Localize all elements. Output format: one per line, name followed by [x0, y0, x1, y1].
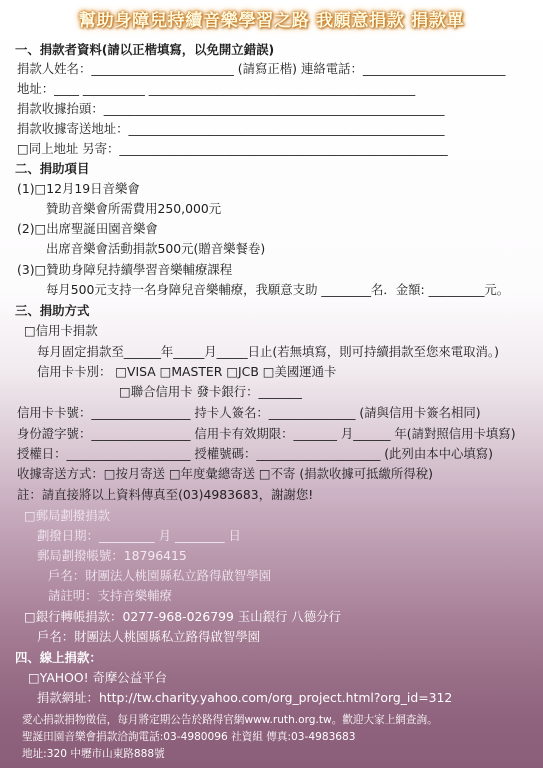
- postal-note: 請註明：支持音樂輔療: [48, 588, 172, 603]
- authorization-field[interactable]: 授權日：____________________ 授權號碼：____________________ (此列由本中心填寫): [17, 446, 493, 461]
- section-online-heading: 四、線上捐款：: [15, 650, 102, 665]
- fax-note: 註：請直接將以上資料傳真至(03)4983683，謝謝您!: [17, 487, 314, 502]
- postal-account-name: 戶名：財團法人桃園縣私立路得啟智學園: [48, 568, 272, 583]
- section-methods-heading: 三、捐助方式: [15, 303, 90, 318]
- card-number-signature-field[interactable]: 信用卡卡號：________________ 持卡人簽名：______________ (請與信用卡簽名相同): [17, 405, 481, 420]
- receipt-title-field[interactable]: 捐款收據抬頭：_______________________________________________________: [17, 101, 445, 116]
- receipt-address-field[interactable]: 捐款收據寄送地址：___________________________________________________: [17, 121, 445, 136]
- section-donor-info-heading: 一、捐款者資料(請以正楷填寫，以免開立錯誤): [15, 42, 275, 57]
- page-title: 幫助身障兒持續音樂學習之路 我願意捐款 捐款單: [78, 11, 465, 31]
- yahoo-platform-checkbox[interactable]: □YAHOO! 奇摩公益平台: [28, 670, 167, 685]
- footer-address: 地址:320 中壢市山東路888號: [22, 748, 165, 760]
- item-1-checkbox[interactable]: (1)□12月19日音樂會: [17, 181, 140, 196]
- card-end-date-field[interactable]: 每月固定捐款至______年_____月_____日止(若無填寫，則可持續捐款至您來電取消。): [37, 344, 499, 359]
- postal-date-field[interactable]: 劃撥日期：_________ 月 ________ 日: [37, 528, 241, 543]
- bank-transfer-checkbox[interactable]: □銀行轉帳捐款：0277-968-026799 玉山銀行 八德分行: [24, 609, 341, 624]
- section-items-heading: 二、捐助項目: [15, 161, 90, 176]
- address-field[interactable]: 地址：____ __________ ___________________________________________: [17, 81, 416, 96]
- item-2-description: 出席音樂會活動捐款500元(贈音樂餐卷): [46, 241, 266, 256]
- item-1-description: 贊助音樂會所需費用250,000元: [46, 201, 222, 216]
- item-2-checkbox[interactable]: (2)□出席聖誕田園音樂會: [17, 221, 158, 236]
- union-card-bank-field[interactable]: □聯合信用卡 發卡銀行：_______: [119, 384, 302, 399]
- donation-url-link[interactable]: 捐款網址：http://tw.charity.yahoo.com/org_project.html?org_id=312: [37, 690, 453, 705]
- same-address-checkbox[interactable]: □同上地址 另寄：_____________________________________________________: [17, 141, 448, 156]
- card-type-options[interactable]: 信用卡卡別： □VISA □MASTER □JCB □美國運通卡: [37, 364, 337, 379]
- id-expiry-field[interactable]: 身份證字號：________________ 信用卡有效期限：_______ 月______ 年(請對照信用卡填寫): [17, 426, 516, 441]
- item-3-checkbox[interactable]: (3)□贊助身障兒持續學習音樂輔療課程: [17, 262, 233, 277]
- footer-notice: 愛心捐款捐物徵信，每月將定期公告於路得官網www.ruth.org.tw。歡迎大家上網查詢。: [22, 714, 438, 726]
- postal-account-number: 郵局劃撥帳號：18796415: [37, 548, 187, 563]
- donor-name-phone-field[interactable]: 捐款人姓名：_______________________ (請寫正楷) 連絡電話：_______________________: [17, 61, 506, 76]
- receipt-delivery-options[interactable]: 收據寄送方式：□按月寄送 □年度彙總寄送 □不寄 (捐款收據可抵繳所得稅): [17, 466, 433, 481]
- item-3-amount-field[interactable]: 每月500元支持一名身障兒音樂輔療，我願意支助 ________名．金額: _________元。: [46, 282, 510, 297]
- footer-contact: 聖誕田園音樂會捐款洽詢電話:03-4980096 社資組 傳真:03-4983683: [22, 731, 356, 743]
- credit-card-checkbox[interactable]: □信用卡捐款: [24, 323, 98, 338]
- bank-account-name: 戶名：財團法人桃園縣私立路得啟智學園: [37, 629, 261, 644]
- postal-transfer-checkbox[interactable]: □郵局劃撥捐款: [24, 508, 111, 523]
